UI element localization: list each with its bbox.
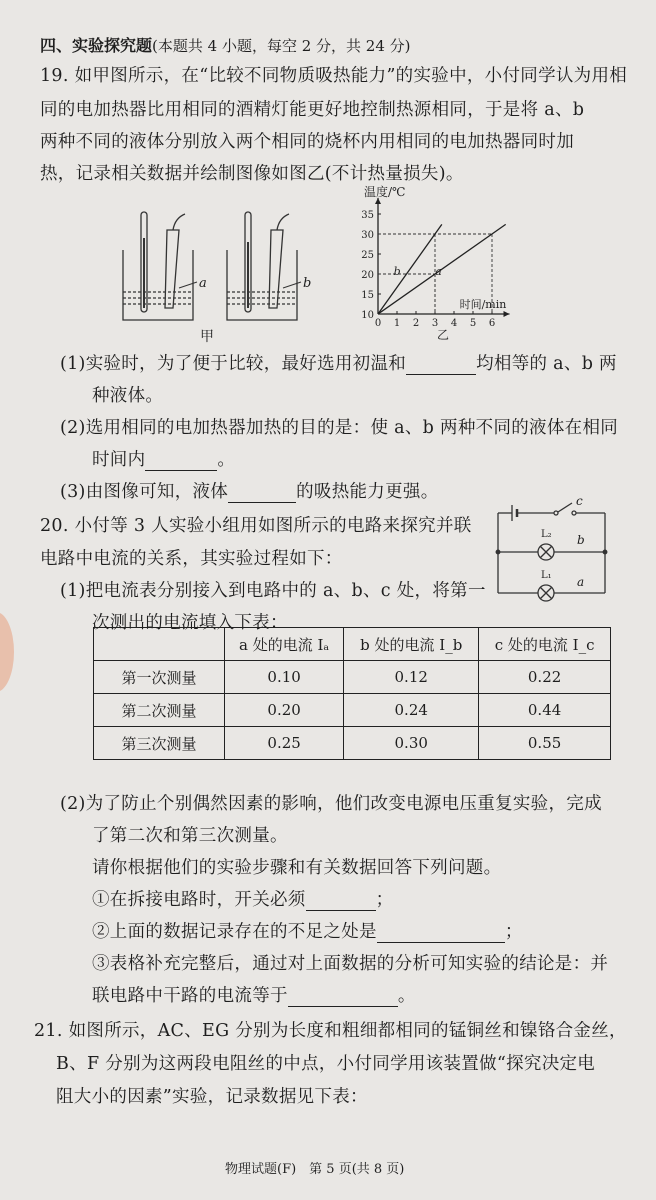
q20-sub2-line-2: 了第二次和第三次测量。	[92, 826, 288, 846]
figure-yi-label: 乙	[437, 328, 450, 342]
x-tick-label: 3	[431, 318, 439, 329]
heater-b	[269, 230, 283, 308]
table-cell: 0.22	[479, 661, 611, 694]
table-cell: 0.44	[479, 694, 611, 727]
series-label-b: b	[393, 265, 401, 278]
q20-c1-text: ①在拆接电路时，开关必须	[92, 890, 306, 910]
table-cell: 0.12	[344, 661, 479, 694]
y-tick-label: 30	[361, 230, 374, 241]
answer-blank-20-1[interactable]	[306, 891, 376, 911]
q19-sub1-tail: 均相等的 a、b 两	[476, 354, 617, 374]
q19-sub3	[60, 478, 439, 503]
q20-c3-line-2	[92, 982, 416, 1007]
answer-blank-20-3[interactable]	[288, 987, 398, 1007]
x-axis-arrow	[504, 311, 510, 317]
q19-sub2-line2-tail: 。	[217, 450, 236, 470]
q19-sub1-line2: 种液体。	[92, 386, 164, 406]
row-label: 第二次测量	[94, 694, 225, 727]
circuit-diagram	[492, 495, 617, 605]
table-header-cell: a 处的电流 Iₐ	[225, 628, 344, 661]
q19-sub2-line2-text: 时间内	[92, 450, 146, 470]
circuit-label-L1: L₁	[541, 570, 552, 581]
section-header	[40, 33, 411, 56]
page-footer: 物理试题(F) 第 5 页(共 8 页)	[225, 1162, 405, 1177]
beaker-a	[123, 250, 193, 320]
row-label: 第三次测量	[94, 727, 225, 760]
q20-line-4: 次测出的电流填入下表：	[92, 613, 288, 633]
q19-sub1	[60, 350, 617, 375]
q21-line-1: 21. 如图所示，AC、EG 分别为长度和粗细都相同的锰铜丝和镍铬合金丝，	[34, 1021, 627, 1041]
y-axis-label: 温度/℃	[364, 185, 406, 199]
x-tick-label: 4	[450, 318, 458, 329]
q19-sub2-line2	[92, 446, 235, 471]
beaker-b	[227, 250, 297, 320]
y-tick-label: 25	[361, 250, 374, 261]
q20-c2	[92, 918, 523, 943]
table-row	[94, 727, 611, 760]
beaker-b-label: b	[303, 276, 312, 291]
table-cell: 0.10	[225, 661, 344, 694]
x-axis-label: 时间/min	[459, 298, 507, 311]
answer-blank-19-2[interactable]	[145, 451, 217, 471]
current-table	[93, 627, 611, 760]
y-tick-label: 10	[361, 310, 374, 321]
section-note: (本题共 4 小题，每空 2 分，共 24 分)	[152, 37, 411, 55]
figure-jia-label: 甲	[200, 329, 214, 345]
q19-line-4: 热，记录相关数据并绘制图像如图乙(不计热量损失)。	[40, 164, 464, 184]
beaker-a-label: a	[199, 276, 207, 291]
heater-a	[165, 230, 179, 308]
q21-line-2: B、F 分别为这两段电阻丝的中点，小付同学用该装置做“探究决定电	[56, 1054, 596, 1074]
y-tick-label: 15	[361, 290, 374, 301]
switch-pivot	[554, 511, 558, 515]
q20-c2-tail: ；	[504, 922, 523, 942]
x-tick-label: 1	[393, 318, 401, 329]
q20-line-2: 电路中电流的关系，其实验过程如下：	[40, 549, 343, 569]
circuit-label-L2: L₂	[541, 529, 552, 540]
answer-blank-19-3[interactable]	[228, 483, 296, 503]
q20-c2-text: ②上面的数据记录存在的不足之处是	[92, 922, 377, 942]
circuit-label-b: b	[577, 533, 585, 547]
y-tick-label: 20	[361, 270, 374, 281]
x-tick-label: 2	[412, 318, 420, 329]
table-header-row	[94, 628, 611, 661]
answer-blank-19-1[interactable]	[406, 355, 476, 375]
row-label: 第一次测量	[94, 661, 225, 694]
q20-c3-tail: 。	[397, 986, 416, 1006]
q20-prompt: 请你根据他们的实验步骤和有关数据回答下列问题。	[92, 858, 502, 878]
q20-line-1: 20. 小付等 3 人实验小组用如图所示的电路来探究并联	[40, 516, 472, 536]
table-header-cell	[94, 628, 225, 661]
q19-line-2: 同的电加热器比用相同的酒精灯能更好地控制热源相同，于是将 a、b	[40, 100, 585, 120]
answer-blank-20-2[interactable]	[377, 923, 505, 943]
y-tick-label: 35	[361, 210, 374, 221]
series-line-b	[378, 224, 442, 314]
q21-line-3: 阻大小的因素”实验，记录数据见下表：	[56, 1087, 368, 1107]
q20-c1-tail: ；	[375, 890, 394, 910]
table-cell: 0.55	[479, 727, 611, 760]
series-label-a: a	[435, 265, 442, 278]
x-tick-label: 5	[469, 318, 477, 329]
q20-c3-line-1: ③表格补充完整后，通过对上面数据的分析可知实验的结论是：并	[92, 954, 609, 974]
q19-sub3-text: (3)由图像可知，液体	[60, 482, 229, 502]
section-title: 四、实验探究题	[40, 36, 153, 55]
q19-line-3: 两种不同的液体分别放入两个相同的烧杯内用相同的电加热器同时加	[40, 132, 574, 152]
q20-sub2-line-1: (2)为了防止个别偶然因素的影响，他们改变电源电压重复实验，完成	[60, 794, 602, 814]
x-tick-label: 6	[488, 318, 496, 329]
q19-sub3-tail: 的吸热能力更强。	[296, 482, 439, 502]
q20-line-3: (1)把电流表分别接入到电路中的 a、b、c 处，将第一	[60, 581, 486, 601]
q19-sub1-text: (1)实验时，为了便于比较，最好选用初温和	[60, 354, 407, 374]
table-row	[94, 661, 611, 694]
table-cell: 0.24	[344, 694, 479, 727]
q19-sub2: (2)选用相同的电加热器加热的目的是：使 a、b 两种不同的液体在相同	[60, 418, 619, 438]
table-header-cell: c 处的电流 I_c	[479, 628, 611, 661]
table-cell: 0.30	[344, 727, 479, 760]
q20-c1	[92, 886, 393, 911]
q20-c3-text: 联电路中干路的电流等于	[92, 986, 288, 1006]
table-cell: 0.20	[225, 694, 344, 727]
table-header-cell: b 处的电流 I_b	[344, 628, 479, 661]
switch-blade	[558, 503, 572, 512]
x-tick-label: 0	[374, 318, 382, 329]
q19-line-1: 19. 如甲图所示，在“比较不同物质吸热能力”的实验中，小付同学认为用相	[40, 66, 628, 86]
table-row	[94, 694, 611, 727]
circuit-label-c: c	[576, 494, 583, 508]
finger-shadow	[0, 612, 14, 692]
circuit-label-a: a	[577, 575, 585, 589]
table-cell: 0.25	[225, 727, 344, 760]
beaker-figure	[115, 208, 335, 343]
temperature-chart	[340, 182, 560, 342]
